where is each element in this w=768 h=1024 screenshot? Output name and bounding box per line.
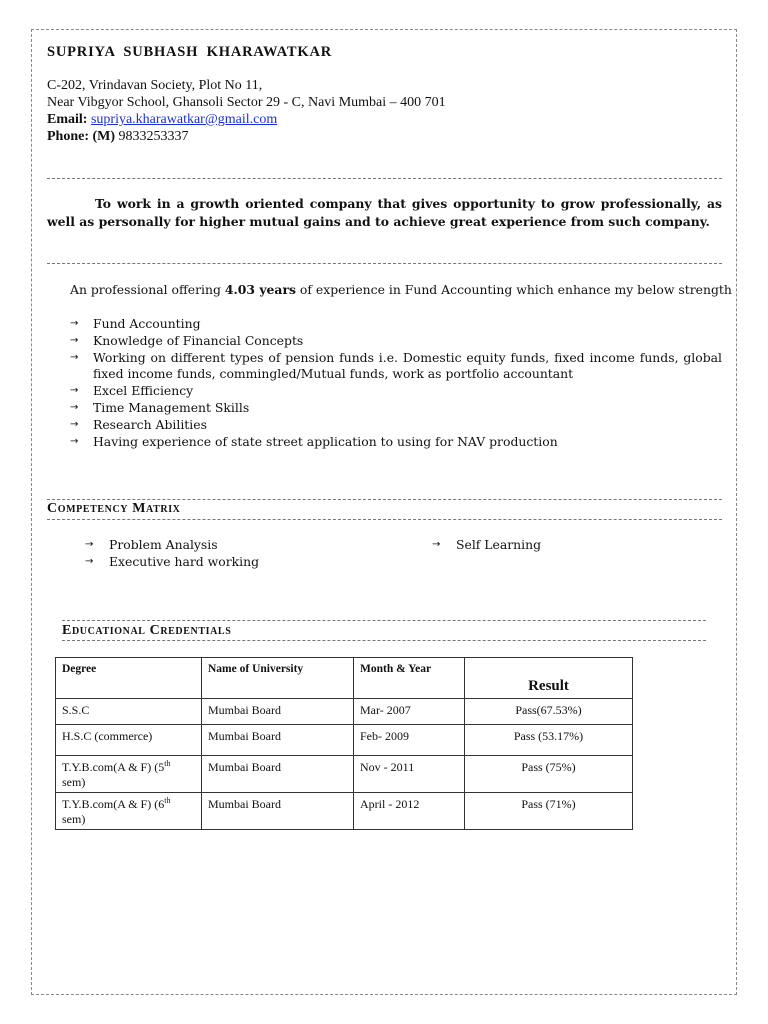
phone-prefix: (M)	[92, 129, 116, 144]
address-line-1: C-202, Vrindavan Society, Plot No 11,	[47, 78, 263, 93]
cell-date: Feb- 2009	[354, 725, 465, 756]
email-row	[47, 111, 277, 128]
cell-degree	[56, 699, 202, 725]
competency-title: Competency Matrix	[47, 501, 181, 516]
list-item-text: Having experience of state street application to using for NAV production	[93, 433, 558, 449]
competency-list-right	[432, 537, 541, 554]
arrow-icon: →	[432, 539, 441, 550]
divider	[62, 640, 706, 641]
summary-intro	[70, 282, 732, 297]
list-item	[70, 400, 722, 417]
list-item-text: Research Abilities	[93, 416, 207, 432]
cell-degree	[56, 725, 202, 756]
degree-text: T.Y.B.com(A & F) (5	[62, 760, 165, 774]
degree-tail: sem)	[62, 775, 86, 789]
cell-date: Mar- 2007	[354, 699, 465, 725]
cell-university: Mumbai Board	[202, 793, 354, 830]
table-row	[56, 725, 633, 756]
phone-label: Phone:	[47, 129, 89, 144]
list-item	[70, 417, 722, 434]
arrow-icon: →	[70, 318, 79, 329]
degree-superscript: th	[164, 796, 171, 805]
arrow-icon: →	[70, 351, 79, 363]
divider	[62, 620, 706, 621]
list-item	[70, 383, 722, 400]
cell-result: Pass(67.53%)	[465, 699, 633, 725]
arrow-icon: →	[70, 418, 79, 430]
cell-degree	[56, 793, 202, 830]
cell-result: Pass (75%)	[465, 756, 633, 793]
list-item	[85, 537, 259, 554]
email-label: Email:	[47, 112, 88, 127]
table-row	[56, 699, 633, 725]
degree-text: S.S.C	[62, 703, 90, 717]
arrow-icon: →	[70, 401, 79, 413]
degree-text: T.Y.B.com(A & F) (6	[62, 797, 165, 811]
degree-superscript: th	[164, 759, 171, 768]
cell-date: Nov - 2011	[354, 756, 465, 793]
list-item-text: Excel Efficiency	[93, 383, 194, 399]
arrow-icon: →	[85, 539, 94, 550]
summary-intro-before: An professional offering	[70, 282, 225, 297]
arrow-icon: →	[85, 555, 94, 567]
email-link[interactable]: supriya.kharawatkar@gmail.com	[90, 112, 278, 127]
experience-years: 4.03 years	[224, 282, 296, 297]
divider	[47, 178, 722, 179]
cell-university: Mumbai Board	[202, 756, 354, 793]
cell-degree	[56, 756, 202, 793]
arrow-icon: →	[70, 334, 79, 346]
table-header-row	[56, 658, 633, 699]
degree-text: H.S.C (commerce)	[62, 729, 153, 743]
column-header-result: Result	[465, 658, 633, 699]
cell-result: Pass (53.17%)	[465, 725, 633, 756]
column-header-university: Name of University	[202, 658, 354, 699]
list-item-text: Fund Accounting	[93, 316, 201, 331]
column-header-degree: Degree	[56, 658, 202, 699]
summary-intro-after: of experience in Fund Accounting which enhance my below strength	[295, 282, 732, 297]
cell-date: April - 2012	[354, 793, 465, 830]
education-table	[55, 657, 633, 830]
table-row	[56, 756, 633, 793]
cell-result: Pass (71%)	[465, 793, 633, 830]
candidate-name: SUPRIYA SUBHASH KHARAWATKAR	[47, 44, 333, 60]
list-item	[70, 350, 722, 384]
list-item	[70, 316, 722, 333]
list-item	[85, 554, 259, 571]
phone-row	[47, 128, 189, 145]
address-line-2: Near Vibgyor School, Ghansoli Sector 29 - C, Navi Mumbai – 400 701	[47, 95, 446, 110]
list-item	[70, 434, 722, 451]
strengths-list	[70, 316, 722, 450]
divider	[47, 499, 722, 500]
column-header-month-year: Month & Year	[354, 658, 465, 699]
career-objective: To work in a growth oriented company that gives opportunity to grow professionally, as well as personally for higher mutual gains and to achieve great experience from such company.	[47, 196, 722, 229]
cell-university: Mumbai Board	[202, 725, 354, 756]
cell-university: Mumbai Board	[202, 699, 354, 725]
list-item-text: Knowledge of Financial Concepts	[93, 332, 304, 348]
arrow-icon: →	[70, 435, 79, 447]
table-row	[56, 793, 633, 830]
list-item	[432, 537, 541, 554]
phone-number: 9833253337	[118, 129, 189, 144]
arrow-icon: →	[70, 385, 79, 397]
list-item-text: Executive hard working	[109, 553, 260, 569]
list-item	[70, 333, 722, 350]
list-item-text: Self Learning	[456, 537, 542, 552]
divider	[47, 263, 722, 264]
list-item-text: Problem Analysis	[109, 537, 218, 552]
list-item-text: Time Management Skills	[93, 399, 250, 415]
degree-tail: sem)	[62, 812, 86, 826]
competency-list-left	[85, 537, 259, 571]
education-title: Educational Credentials	[62, 623, 232, 638]
divider	[47, 519, 722, 520]
list-item-text: Working on different types of pension funds i.e. Domestic equity funds, fixed income funds, global fixed income funds, commingled/Mutual funds, work as portfolio accountant	[93, 349, 722, 382]
